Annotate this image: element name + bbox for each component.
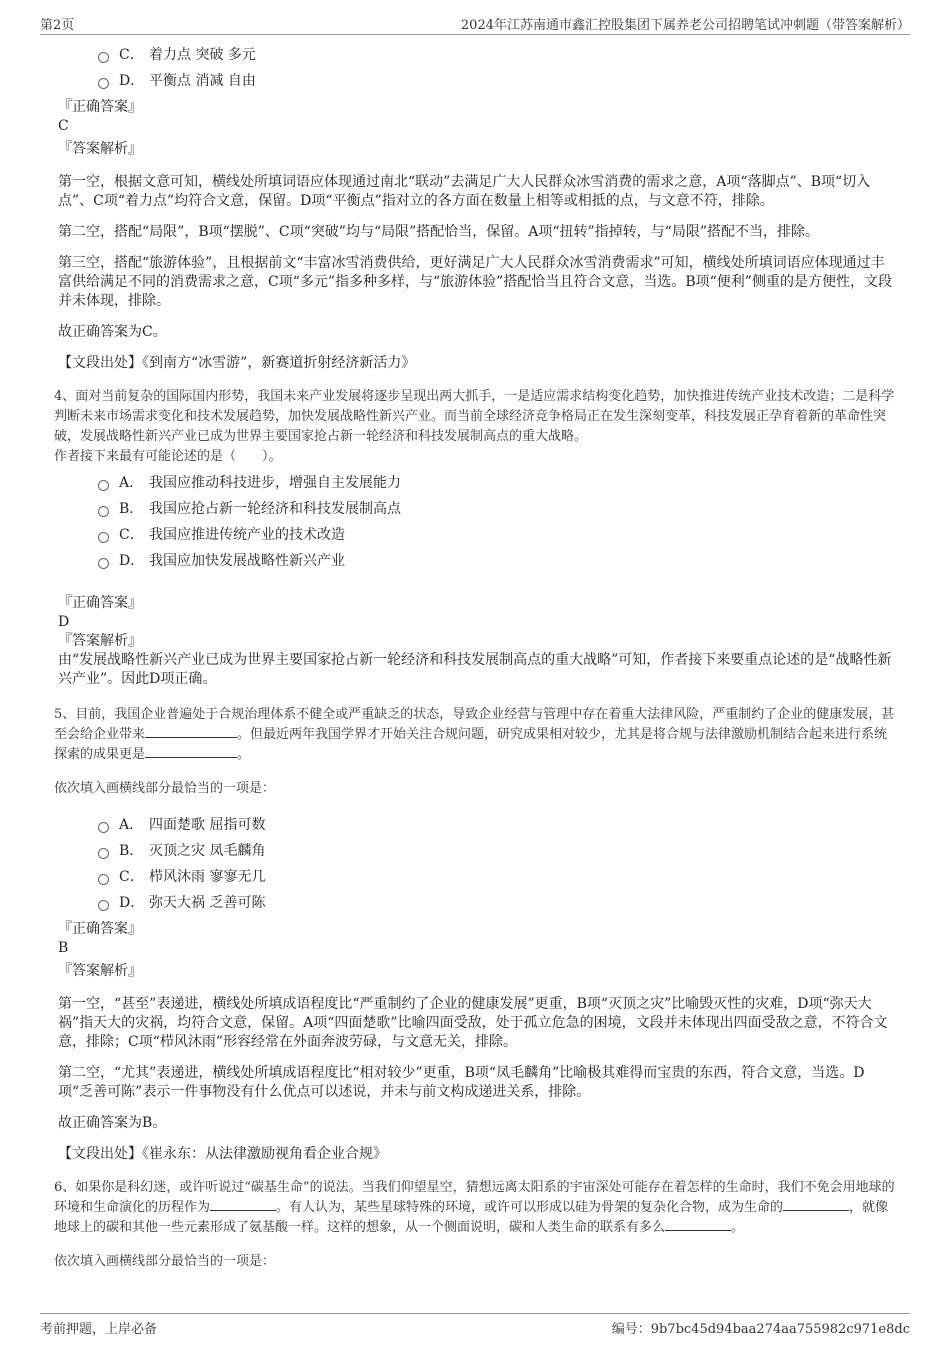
page-number: 第2页	[40, 18, 75, 33]
q4-option-a[interactable]: A． 我国应推动科技进步，增强自主发展能力	[58, 470, 898, 496]
q5-analysis-1: 第一空，“甚至”表递进，横线处所填成语程度比“严重制约了企业的健康发展”更重，B项“灭顶之灾”比喻毁灭性的灾难，D项“弥天大祸”指天大的灾祸，均符合文意，保留。A项“四面楚歌”比喻四面受敌，处于孤立危急的困境，文段并未体现出四面受敌之意，不符合文意，排除；C项“栉风沐雨”形容经常在外面奔波劳碌，与文意无关，排除。	[58, 996, 888, 1050]
q5-source: 【文段出处】《崔永东：从法律激励视角看企业合规》	[58, 1146, 387, 1162]
q5-answer-label: 『正确答案』	[58, 921, 142, 937]
radio-icon[interactable]	[98, 78, 109, 89]
q4-analysis: 由“发展战略性新兴产业已成为世界主要国家抢占新一轮经济和科技发展制高点的重大战略”可知，作者接下来要重点论述的是“战略性新兴产业”。因此D项正确。	[58, 652, 892, 687]
q4-ask: 作者接下来最有可能论述的是（ ）。	[54, 449, 282, 464]
q3-analysis-2: 第二空，搭配“局限”，B项“摆脱”、C项“突破”均与“局限”搭配恰当，保留。A项“扭转”指掉转，与“局限”搭配不当，排除。	[58, 224, 819, 240]
q3-analysis-label: 『答案解析』	[58, 141, 142, 157]
q3-answer: C	[58, 118, 69, 134]
blank-line	[665, 1218, 731, 1231]
q6-stem: 6、如果你是科幻迷，或许听说过“碳基生命”的说法。当我们仰望星空，猜想远离太阳系的宇宙深处可能存在着怎样的生命时，我们不免会用地球的环境和生命演化的历程作为 。有人认为，某些星球特殊的环境，或许可以形成以硅为骨架的复杂化合物，成为生命的 ，就像地球上的碳和其他一些元素形成了氨基酸一样。这样的想象，从一个侧面说明，碳和人类生命的联系有多么 。	[54, 1180, 895, 1235]
blank-line	[210, 1198, 276, 1211]
footer-slogan: 考前押题，上岸必备	[40, 1322, 158, 1337]
q5-options	[58, 812, 898, 916]
q4-options	[58, 470, 898, 574]
radio-icon[interactable]	[98, 848, 109, 859]
radio-icon[interactable]	[98, 506, 109, 517]
radio-icon[interactable]	[98, 532, 109, 543]
q3-answer-label: 『正确答案』	[58, 99, 142, 115]
page-header	[40, 14, 910, 35]
q4-option-b[interactable]: B． 我国应抢占新一轮经济和科技发展制高点	[58, 496, 898, 522]
q4-stem: 4、面对当前复杂的国际国内形势，我国未来产业发展将逐步呈现出两大抓手，一是适应需求结构变化趋势，加快推进传统产业技术改造；二是科学判断未来市场需求变化和技术发展趋势，加快发展战略性新兴产业。而当前全球经济竞争格局正在发生深刻变革，科技发展正孕育着新的革命性突破，发展战略性新兴产业已成为世界主要国家抢占新一轮经济和科技发展制高点的重大战略。	[54, 389, 895, 444]
q4-answer: D	[58, 614, 70, 630]
q3-analysis-3: 第三空，搭配“旅游体验”，且根据前文“丰富冰雪消费供给，更好满足广大人民群众冰雪消费需求”可知，横线处所填词语应体现通过丰富供给满足不同的消费需求之意，C项“多元”指多种多样，与“旅游体验”搭配恰当且符合文意，当选。B项“便利”侧重的是方便性，文段并未体现，排除。	[58, 255, 892, 309]
q4-option-c[interactable]: C． 我国应推进传统产业的技术改造	[58, 522, 898, 548]
q5-ask: 依次填入画横线部分最恰当的一项是：	[54, 781, 276, 796]
q3-option-c[interactable]: C． 着力点 突破 多元	[58, 42, 898, 68]
q5-option-d[interactable]: D． 弥天大祸 乏善可陈	[58, 890, 898, 916]
blank-line	[145, 745, 237, 758]
q3-analysis-1: 第一空，根据文意可知，横线处所填词语应体现通过南北“联动”去满足广大人民群众冰雪消费的需求之意，A项“落脚点”、B项“切入点”、C项“着力点”均符合文意，保留。D项“平衡点”指对立的各方面在数量上相等或相抵的点，与文意不符，排除。	[58, 174, 871, 209]
radio-icon[interactable]	[98, 480, 109, 491]
q3-option-d[interactable]: D． 平衡点 消减 自由	[58, 68, 898, 94]
radio-icon[interactable]	[98, 52, 109, 63]
q5-analysis-3: 故正确答案为B。	[58, 1115, 167, 1131]
q5-option-b[interactable]: B． 灭顶之灾 凤毛麟角	[58, 838, 898, 864]
q5-option-a[interactable]: A． 四面楚歌 屈指可数	[58, 812, 898, 838]
radio-icon[interactable]	[98, 822, 109, 833]
q4-answer-label: 『正确答案』	[58, 595, 142, 611]
q5-analysis-2: 第二空，“尤其”表递进，横线处所填成语程度比“相对较少”更重，B项“凤毛麟角”比喻极其难得而宝贵的东西，符合文意，当选。D项“乏善可陈”表示一件事物没有什么优点可以述说，并未与前文构成递进关系，排除。	[58, 1065, 865, 1100]
q5-option-c[interactable]: C． 栉风沐雨 寥寥无几	[58, 864, 898, 890]
q4-analysis-label: 『答案解析』	[58, 633, 142, 649]
q5-answer: B	[58, 940, 69, 956]
document-id: 编号：9b7bc45d94baa274aa755982c971e8dc	[611, 1322, 910, 1337]
q3-analysis-4: 故正确答案为C。	[58, 324, 167, 340]
q4-option-d[interactable]: D． 我国应加快发展战略性新兴产业	[58, 548, 898, 574]
q3-options	[58, 42, 898, 94]
q3-source: 【文段出处】《到南方“冰雪游”，新赛道折射经济新活力》	[58, 355, 416, 371]
blank-line	[145, 725, 237, 738]
q5-analysis-label: 『答案解析』	[58, 963, 142, 979]
q6-ask: 依次填入画横线部分最恰当的一项是：	[54, 1254, 276, 1269]
radio-icon[interactable]	[98, 558, 109, 569]
q5-stem: 5、目前，我国企业普遍处于合规治理体系不健全或严重缺乏的状态，导致企业经营与管理中存在着重大法律风险，严重制约了企业的健康发展，甚至会给企业带来 。但最近两年我国学界才开始关注合规问题，研究成果相对较少，尤其是将合规与法律激励机制结合起来进行系统探索的成果更是 。	[54, 707, 895, 762]
document-body	[54, 42, 898, 1271]
blank-line	[783, 1198, 849, 1211]
document-title: 2024年江苏南通市鑫汇控股集团下属养老公司招聘笔试冲刺题（带答案解析）	[460, 18, 910, 33]
page-footer	[40, 1313, 910, 1342]
radio-icon[interactable]	[98, 874, 109, 885]
radio-icon[interactable]	[98, 900, 109, 911]
